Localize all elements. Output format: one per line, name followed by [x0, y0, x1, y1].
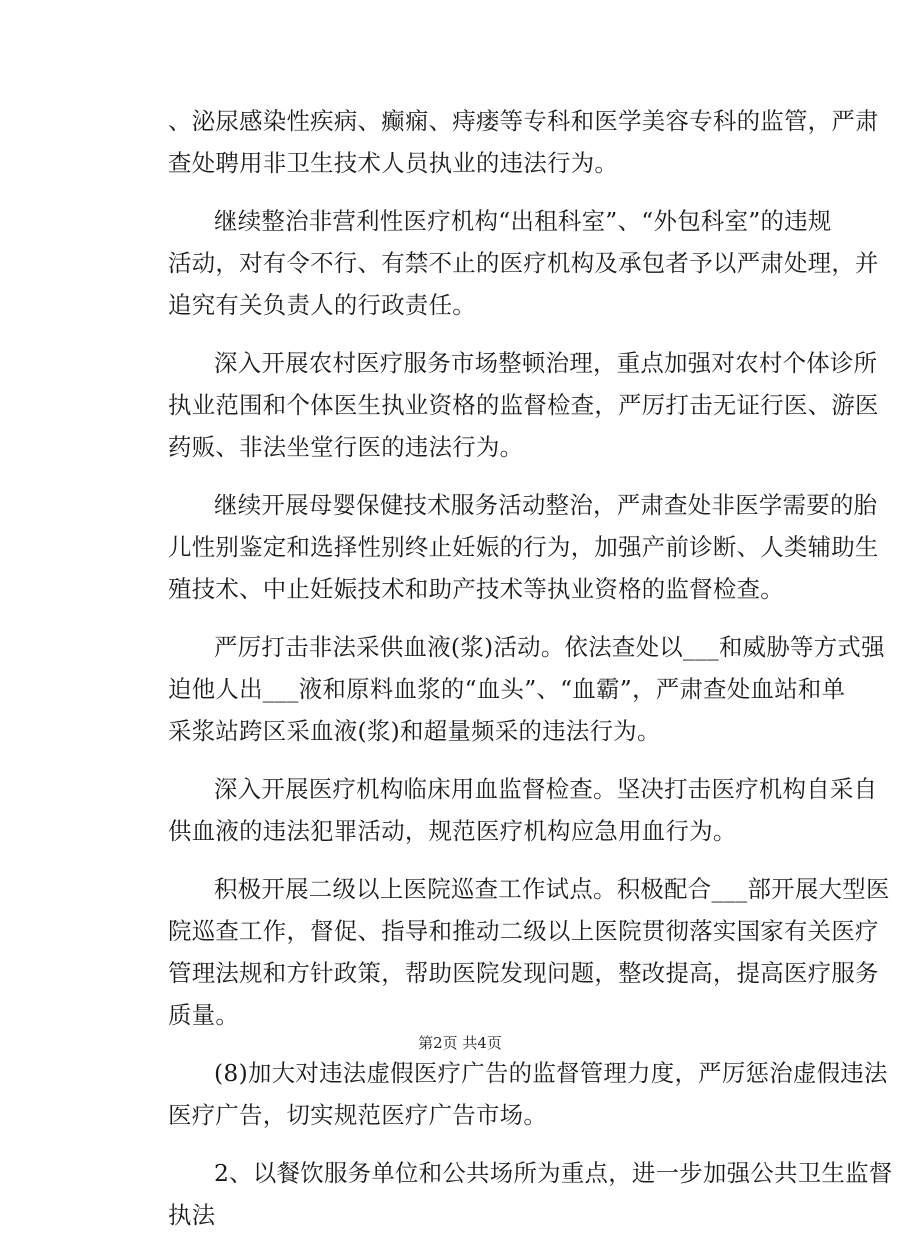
text-line: 管理法规和方针政策，帮助医院发现问题，整改提高，提高医疗服务	[168, 959, 879, 987]
paragraph	[168, 626, 885, 752]
paragraph	[168, 342, 879, 468]
text-line: 院巡查工作，督促、指导和推动二级以上医院贯彻落实国家有关医疗	[168, 917, 879, 945]
text-line: 供血液的违法犯罪活动，规范医疗机构应急用血行为。	[168, 817, 737, 845]
text-line: 深入开展农村医疗服务市场整顿治理，重点加强对农村个体诊所	[214, 349, 878, 377]
text-line: 继续整治非营利性医疗机构“出租科室”、“外包科室”的违规	[214, 207, 832, 235]
text-line: 积极开展二级以上医院巡查工作试点。积极配合___部开展大型医	[214, 875, 890, 903]
text-line: 迫他人出___液和原料血浆的“血头”、“血霸”，严肃查处血站和单	[168, 675, 846, 703]
page-number: 第2页 共4页	[418, 1034, 502, 1052]
paragraph	[168, 1052, 888, 1136]
text-line: 活动，对有令不行、有禁不止的医疗机构及承包者予以严肃处理，并	[168, 249, 879, 277]
text-line: (8)加大对违法虚假医疗广告的监督管理力度，严厉惩治虚假违法	[214, 1059, 888, 1087]
paragraph	[168, 1152, 893, 1236]
text-line: 药贩、非法坐堂行医的违法行为。	[168, 433, 524, 461]
text-line: 继续开展母婴保健技术服务活动整治，严肃查处非医学需要的胎	[214, 491, 878, 519]
paragraph	[168, 868, 890, 1036]
paragraph	[168, 768, 878, 852]
text-line: 执法	[168, 1201, 216, 1229]
text-line: 采浆站跨区采血液(浆)和超量频采的违法行为。	[168, 717, 661, 745]
body-text	[168, 100, 893, 1252]
text-line: 、泌尿感染性疾病、癫痫、痔瘘等专科和医学美容专科的监管，严肃	[168, 107, 879, 135]
text-line: 儿性别鉴定和选择性别终止妊娠的行为，加强产前诊断、人类辅助生	[168, 533, 879, 561]
text-line: 2、以餐饮服务单位和公共场所为重点，进一步加强公共卫生监督	[214, 1159, 893, 1187]
text-line: 殖技术、中止妊娠技术和助产技术等执业资格的监督检查。	[168, 575, 784, 603]
text-line: 严厉打击非法采供血液(浆)活动。依法查处以___和威胁等方式强	[214, 633, 885, 661]
paragraph	[168, 200, 879, 326]
text-line: 医疗广告，切实规范医疗广告市场。	[168, 1101, 548, 1129]
text-line: 深入开展医疗机构临床用血监督检查。坚决打击医疗机构自采自	[214, 775, 878, 803]
text-line: 追究有关负责人的行政责任。	[168, 291, 476, 319]
paragraph	[168, 484, 879, 610]
text-line: 查处聘用非卫生技术人员执业的违法行为。	[168, 149, 619, 177]
paragraph	[168, 100, 879, 184]
text-line: 执业范围和个体医生执业资格的监督检查，严厉打击无证行医、游医	[168, 391, 879, 419]
text-line: 质量。	[168, 1001, 240, 1029]
